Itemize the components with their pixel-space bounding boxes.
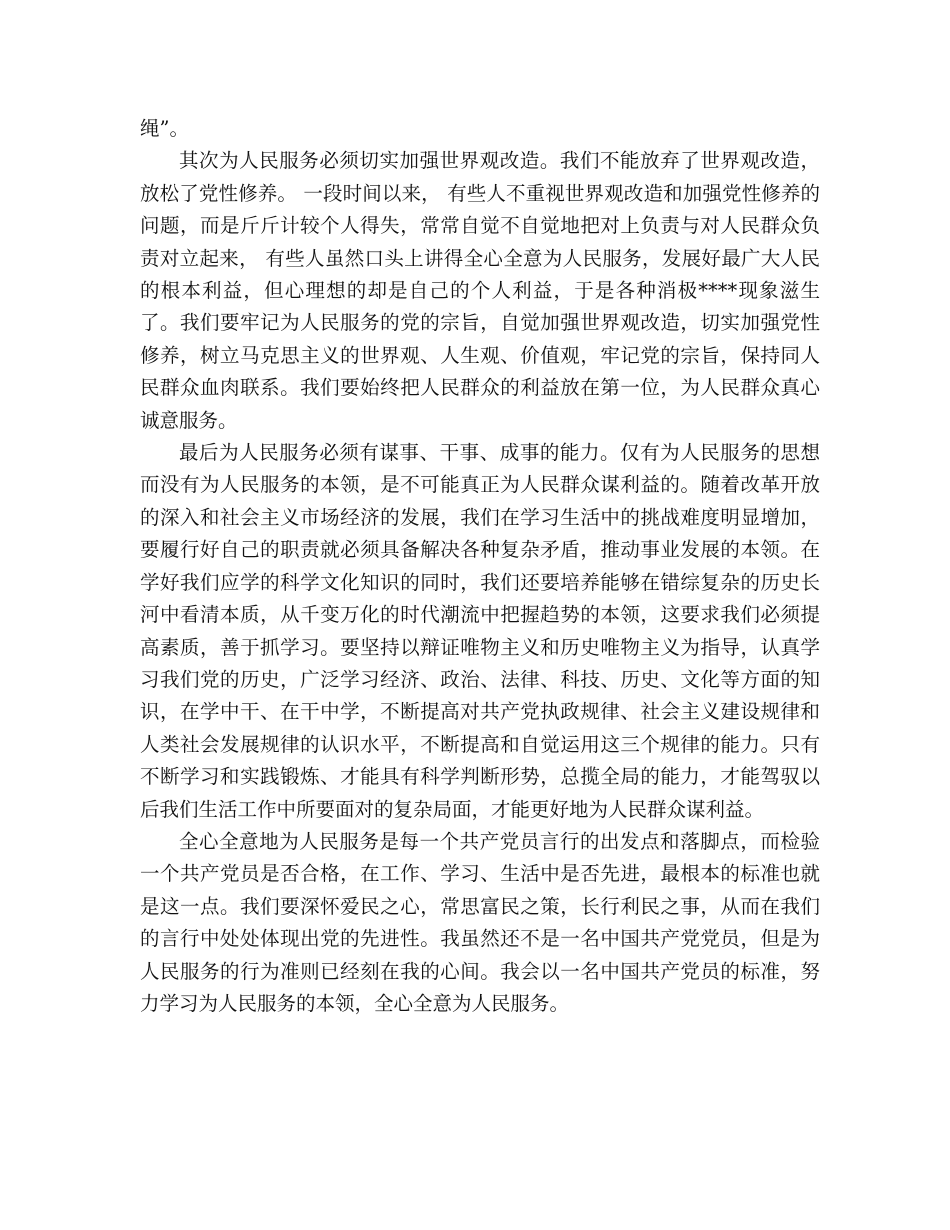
document-body bbox=[140, 113, 820, 1020]
paragraph-ability: 最后为人民服务必须有谋事、干事、成事的能力。仅有为人民服务的思想而没有为人民服务的本领，是不可能真正为人民群众谋利益的。随着改革开放的深入和社会主义市场经济的发展，我们在学习生活中的挑战难度明显增加，要履行好自己的职责就必须具备解决各种复杂矛盾，推动事业发展的本领。在学好我们应学的科学文化知识的同时，我们还要培养能够在错综复杂的历史长河中看清本质，从千变万化的时代潮流中把握趋势的本领，这要求我们必须提高素质，善于抓学习。要坚持以辩证唯物主义和历史唯物主义为指导，认真学习我们党的历史，广泛学习经济、政治、法律、科技、历史、文化等方面的知识，在学中干、在干中学，不断提高对共产党执政规律、社会主义建设规律和人类社会发展规律的认识水平，不断提高和自觉运用这三个规律的能力。只有不断学习和实践锻炼、才能具有科学判断形势，总揽全局的能力，才能驾驭以后我们生活工作中所要面对的复杂局面，才能更好地为人民群众谋利益。 bbox=[140, 441, 820, 821]
paragraph-conclusion: 全心全意地为人民服务是每一个共产党员言行的出发点和落脚点，而检验一个共产党员是否合格，在工作、学习、生活中是否先进，最根本的标准也就是这一点。我们要深怀爱民之心，常思富民之策，长行利民之事，从而在我们的言行中处处体现出党的先进性。我虽然还不是一名中国共产党党员，但是为人民服务的行为准则已经刻在我的心间。我会以一名中国共产党员的标准，努力学习为人民服务的本领，全心全意为人民服务。 bbox=[140, 829, 820, 1015]
paragraph-worldview: 其次为人民服务必须切实加强世界观改造。我们不能放弃了世界观改造，放松了党性修养。 一段时间以来， 有些人不重视世界观改造和加强党性修养的问题，而是斤斤计较个人得失，常常自觉不自觉地把对上负责与对人民群众负责对立起来， 有些人虽然口头上讲得全心全意为人民服务，发展好最广大人民的根本利益，但心理想的却是自己的个人利益，于是各种消极****现象滋生了。我们要牢记为人民服务的党的宗旨，自觉加强世界观改造，切实加强党性修养，树立马克思主义的世界观、人生观、价值观，牢记党的宗旨，保持同人民群众血肉联系。我们要始终把人民群众的利益放在第一位，为人民群众真心诚意服务。 bbox=[140, 149, 820, 432]
paragraph-continuation: 绳”。 bbox=[140, 117, 189, 140]
